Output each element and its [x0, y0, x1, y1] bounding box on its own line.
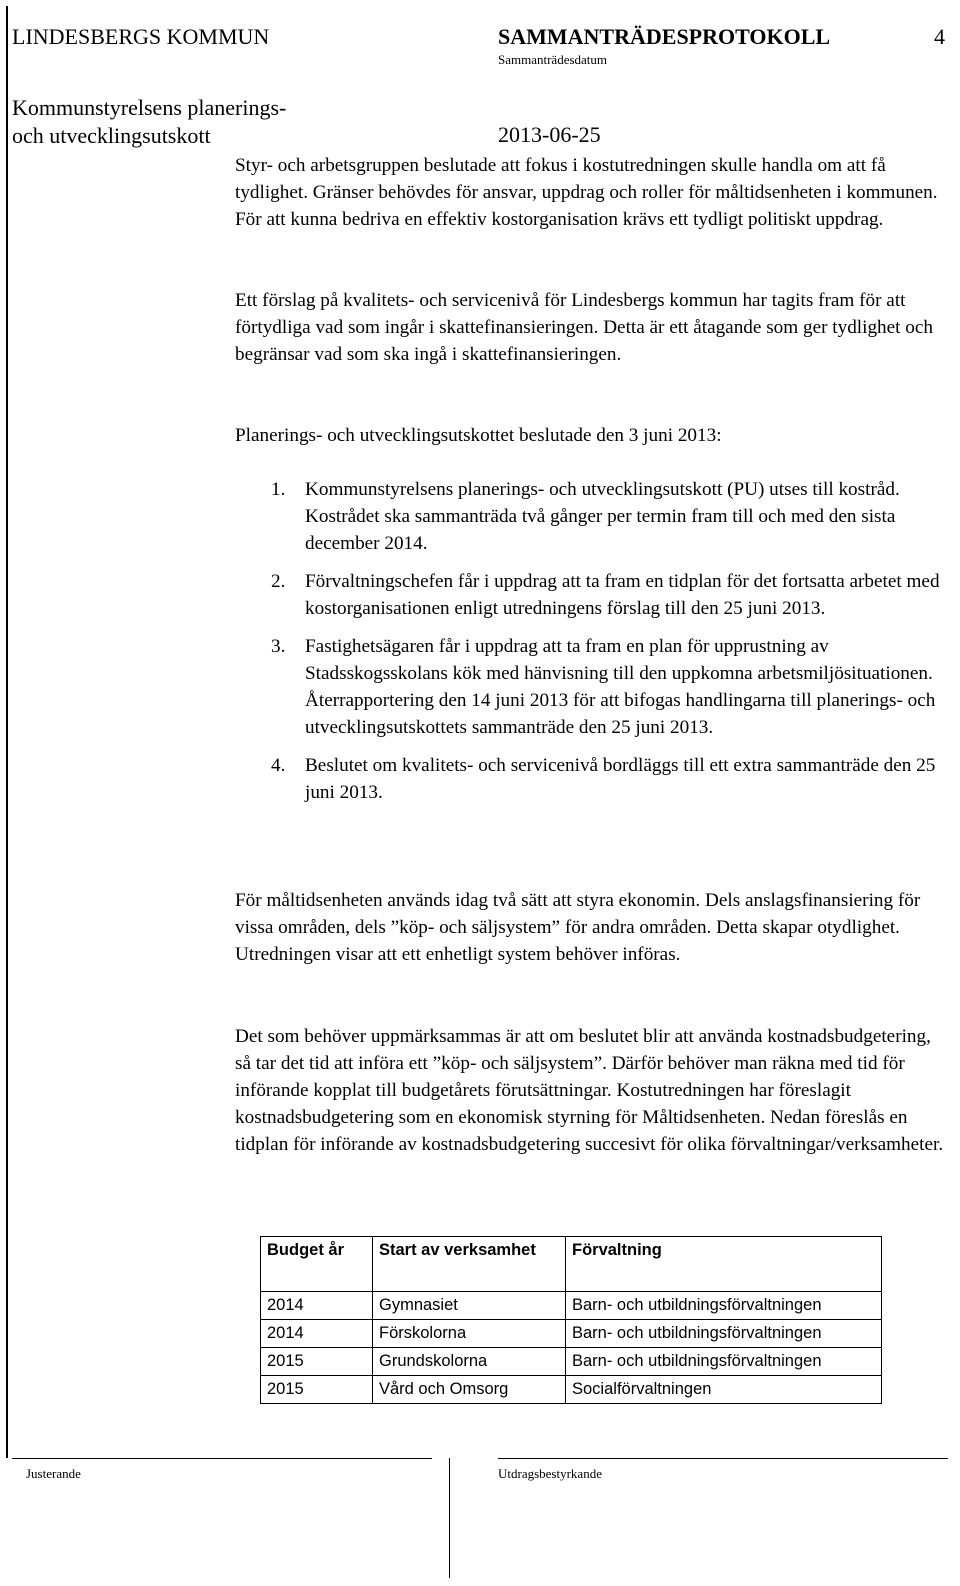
committee-name [12, 94, 286, 150]
paragraph-text: Ett förslag på kvalitets- och servicenivå för Lindesbergs kommun har tagits fram för att förtydliga vad som ingår i skattefinansieringen. Detta är ett åtagande som ger tydlighet och begränsar vad som ska ingå i skattefinansieringen. [235, 290, 933, 365]
paragraph-text: För måltidsenheten används idag två sätt att styra ekonomin. Dels anslagsfinansiering för vissa områden, dels ”köp- och säljsystem” för andra områden. Detta skapar otydlighet. Utredningen visar att ett enhetligt system behöver införas. [235, 890, 921, 965]
decision-number: 2. [271, 571, 286, 592]
cell-budget-year: 2014 [261, 1320, 373, 1348]
decision-item [235, 752, 950, 806]
decision-number: 3. [271, 636, 286, 657]
decision-text: Kommunstyrelsens planerings- och utvecklingsutskott (PU) utses till kostråd. Kostrådet ska sammanträda två gånger per termin fram till och med den sista december 2014. [305, 479, 900, 554]
meeting-date-label: Sammanträdesdatum [498, 52, 608, 67]
decision-item [235, 633, 950, 741]
decision-item [235, 568, 950, 622]
cell-administration: Socialförvaltningen [566, 1376, 882, 1404]
cell-administration: Barn- och utbildningsförvaltningen [566, 1292, 882, 1320]
paragraph-text: Planerings- och utvecklingsutskottet beslutade den 3 juni 2013: [235, 425, 722, 446]
footer-rule-right [498, 1458, 948, 1459]
committee-name-line1: Kommunstyrelsens planerings- [12, 95, 287, 120]
paragraph-text: Det som behöver uppmärksammas är att om beslutet blir att använda kostnadsbudgetering, så tar det tid att införa ett ”köp- och säljsystem”. Därför behöver man räkna med tid för införande kopplat till budgetårets förutsättningar. Kostutredningen har föreslagit kostnadsbudgetering som en ekonomisk styrning för Måltidsenheten. Nedan föreslås en tidplan för införande av kostnadsbudgetering succesivt för olika förvaltningar/verksamheter. [235, 1026, 944, 1155]
committee-name-line2: och utvecklingsutskott [12, 123, 211, 148]
column-header-administration: Förvaltning [566, 1237, 882, 1292]
decision-list [235, 476, 950, 817]
document-type: SAMMANTRÄDESPROTOKOLL [498, 24, 831, 49]
organization-name: LINDESBERGS KOMMUN [12, 24, 270, 49]
table-row [261, 1348, 882, 1376]
body-paragraph-2 [235, 287, 950, 368]
footer-divider [449, 1458, 450, 1578]
page-number: 4 [934, 24, 945, 49]
cell-activity: Förskolorna [373, 1320, 566, 1348]
table-row [261, 1320, 882, 1348]
budget-timeline-table [260, 1236, 882, 1404]
decision-text: Förvaltningschefen får i uppdrag att ta fram en tidplan för det fortsatta arbetet med kostorganisationen enligt utredningens förslag till den 25 juni 2013. [305, 571, 940, 619]
body-paragraph-1 [235, 152, 950, 233]
decision-item [235, 476, 950, 557]
paragraph-text: Styr- och arbetsgruppen beslutade att fokus i kostutredningen skulle handla om att få tydlighet. Gränser behövdes för ansvar, uppdrag och roller för måltidsenheten i kommunen. För att kunna bedriva en effektiv kostorganisation krävs ett tydligt politiskt uppdrag. [235, 155, 938, 230]
left-margin-rule [6, 6, 8, 1458]
footer-rule-left [12, 1458, 432, 1459]
cell-activity: Gymnasiet [373, 1292, 566, 1320]
body-paragraph-5 [235, 1023, 950, 1158]
column-header-budget-year: Budget år [261, 1237, 373, 1292]
meeting-date: 2013-06-25 [498, 122, 601, 147]
cell-activity: Vård och Omsorg [373, 1376, 566, 1404]
decision-number: 1. [271, 479, 286, 500]
cell-budget-year: 2014 [261, 1292, 373, 1320]
body-paragraph-4 [235, 887, 950, 968]
certifier-label: Utdragsbestyrkande [498, 1466, 602, 1481]
column-header-start: Start av verksamhet [373, 1237, 566, 1292]
decision-intro [235, 422, 950, 449]
cell-administration: Barn- och utbildningsförvaltningen [566, 1348, 882, 1376]
decision-text: Beslutet om kvalitets- och servicenivå bordläggs till ett extra sammanträde den 25 juni 2013. [305, 755, 936, 803]
table-row [261, 1376, 882, 1404]
table-row [261, 1292, 882, 1320]
table-header-row [261, 1237, 882, 1292]
cell-budget-year: 2015 [261, 1376, 373, 1404]
cell-administration: Barn- och utbildningsförvaltningen [566, 1320, 882, 1348]
decision-number: 4. [271, 755, 286, 776]
decision-text: Fastighetsägaren får i uppdrag att ta fram en plan för upprustning av Stadsskogsskolans kök med hänvisning till den uppkomna arbetsmiljösituationen. Återrapportering den 14 juni 2013 för att bifogas handlingarna till planerings- och utvecklingsutskottets sammanträde den 25 juni 2013. [305, 636, 936, 738]
cell-activity: Grundskolorna [373, 1348, 566, 1376]
adjuster-label: Justerande [26, 1466, 81, 1481]
cell-budget-year: 2015 [261, 1348, 373, 1376]
